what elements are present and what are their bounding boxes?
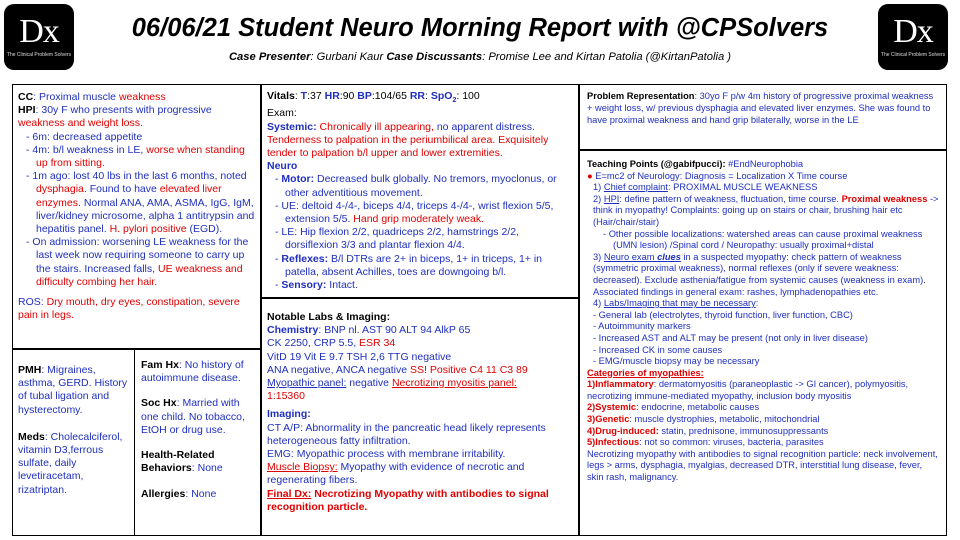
hrb-text: : None [191,462,223,475]
exam-label: Exam: [267,107,297,120]
hpi-text: : 30y F who presents with progressive [35,104,212,117]
final-dx [267,488,573,514]
hpi-item: - 4m: b/l weakness in LE, worse when standing up from sitting. [26,143,245,170]
reflex-label: Reflexes: [281,252,329,265]
ck-text: CK 2250, CRP 5.5, [267,337,360,350]
sensory-text: Intact. [326,278,358,291]
exam-panel [261,84,579,298]
point-2 [587,194,939,229]
temp-value: :37 [307,90,325,102]
category-text: statin, prednisone, immunosuppressants [658,425,829,436]
neuro-item: - LE: Hip flexion 2/2, quadriceps 2/2, hamstrings 2/2, dorsiflexion 3/3 and plantar flexion 4/4. [275,226,519,252]
category-text: : not so common: viruses, bacteria, parasites [639,437,824,448]
problem-label: Problem Representation [587,91,695,101]
hpi-item-text: 4m: b/l weakness in LE, [32,143,147,156]
lab-item: - EMG/muscle biopsy may be necessary [593,356,760,367]
chief-complaint [18,91,255,104]
vitals-label: Vitals [267,90,295,102]
neuro-item: - Motor: Decreased bulk globally. No tremors, myoclonus, or other adventitious movement. [275,173,557,199]
temp-label: T [300,90,308,102]
ck-line [267,337,573,350]
point-red: Proximal weakness [841,193,928,204]
reflex-text: B/l DTRs are 2+ in biceps, 1+ in triceps, 1+ in patella, absent Achilles, toes are downgoing b/l. [285,252,543,278]
point-num: 3) [593,251,604,262]
point-italic: clues [657,251,681,262]
bp-value: :104/65 [371,90,410,102]
point-num: 4) [593,298,604,309]
bp-label: BP [357,90,372,102]
final-note: Necrotizing myopathy with antibodies to signal recognition particle: neck involvement, legs > arms, dysphagia, myalgias, decreased DTR, interstitial lung disease, fever, skin rash, malignancy. [587,448,938,483]
myo-text: negative [346,377,392,390]
ct-line: CT A/P: Abnormality in the pancreatic head likely represents heterogeneous fatty infiltration. [267,421,546,447]
discussant-label: Case Discussants [386,51,483,63]
hpi-item-text: On admission: worsening LE weakness for the last week now requiring someone to carry up the stairs. Increased falls, [32,236,249,275]
systemic-exam [267,121,573,161]
cc-red: weakness [118,91,166,103]
point-text: -> think in myopathy! Complaints: going up on stairs or chair, brushing hair etc (Hair/chair/stair) [593,193,939,227]
chem-text: : BNP nl. AST 90 ALT 94 AlkP 65 [318,324,471,337]
systemic-text: no apparent distress. [436,120,535,133]
hpi-item: - On admission: worsening LE weakness for the last week now requiring someone to carry up the stairs. Increased falls, UE weakness and difficulty combing her hair. [26,236,249,288]
cc-label: CC [18,91,34,103]
meds-label: Meds [18,430,45,443]
neuro-item: - Sensory: Intact. [275,278,358,291]
category-label: 4)Drug-induced: [587,425,659,436]
labs-heading [267,311,573,324]
logo-subtext: The Clinical Problem Solvers [6,52,72,58]
categories-heading: Categories of myopathies: [587,367,704,378]
biopsy-text: Myopathy with evidence of necrotic and regenerating fibers. [267,461,525,487]
point-num: 1) [593,182,604,193]
cc-text: : Proximal muscle [33,91,119,103]
chem-label: Chemistry [267,324,319,337]
sochx-text: : Married with one child. No tobacco, EtOH or drug use. [141,397,245,436]
discussant-names: : Promise Lee and Kirtan Patolia (@KirtanPatolia ) [482,51,732,63]
hpi-item-red: UE weakness and difficulty combing her hair. [36,262,243,288]
category [587,402,939,414]
hrb-label: Health-Related Behaviors [141,449,215,475]
rr-value: : [425,90,431,102]
presenters-line [80,51,880,63]
point-underline: Labs/Imaging that may be necessary [603,298,756,309]
ue-red: Hand grip moderately weak. [353,212,485,225]
ana-text: ANA negative, ANCA negative [267,363,411,376]
hpi-red: weakness and weight loss. [18,117,143,130]
point-4 [587,298,939,310]
logo-text: Dx [19,13,59,50]
neuro-item: - Reflexes: B/l DTRs are 2+ in biceps, 1+ in triceps, 1+ in patella, absent Achilles, toes are downgoing b/l. [275,252,543,278]
myo-label: Myopathic panel: [267,377,347,390]
nec-label: Necrotizing myositis panel: [391,377,517,390]
teaching-title [587,159,939,171]
chemistry [267,324,573,337]
lab-item: - Increased CK in some causes [593,344,723,355]
point-text: : define pattern of weakness, fluctuation, time course. [619,193,842,204]
famhx-text: : No history of autoimmune disease. [141,359,244,385]
point-1 [587,182,939,194]
hpi-label: HPI [18,104,36,117]
hpi-item-red: H. pylori positive [109,223,187,236]
spo2-sub: 2 [452,97,457,105]
point-sub-text: Other possible localizations: watershed areas can cause proximal weakness (UMN lesion) /Spinal cord / Neuropathy: usually proximal+distal [608,228,923,251]
motor-label: Motor: [281,173,315,186]
hpi [18,104,255,130]
category-text: : dermatomyositis (paraneoplastic -> GI cancer), polymyositis, necrotizing immune-mediated myopathy, inclusion body myositis [587,379,909,401]
category [587,426,939,438]
category-text: : endocrine, metabolic causes [636,402,760,413]
social-history [141,397,254,437]
spo2-value: : 100 [456,90,480,102]
ros-label: ROS: [18,296,47,309]
vit-line: VitD 19 Vit E 9.7 TSH 2,6 TTG negative [267,350,452,363]
allergies [141,488,254,501]
hpi-item-text: . Normal ANA, AMA, ASMA, IgG, IgM, liver/kidney microsome, alpha 1 antitrypsin and hepatitis panel. [36,196,255,236]
ros [18,296,255,322]
ue-text: UE: deltoid 4-/4-, biceps 4/4, triceps 4-/4-, wrist flexion 5/5, extension 5/5. [281,199,554,225]
pmh-text: : Migraines, asthma, GERD. History of tubal ligation and hysterectomy. [18,364,128,416]
pmh-column [13,350,135,535]
allergies-label: Allergies [141,488,186,501]
category [587,379,939,402]
hpi-item: - 6m: decreased appetite [26,130,143,143]
lab-item: - Increased AST and ALT may be present (not only in liver disease) [593,332,868,343]
spo2-label: SpO [430,90,453,102]
labs-heading-colon: : [386,311,391,323]
lab-list [587,310,939,368]
sensory-label: Sensory: [281,278,327,291]
motor-text: Decreased bulk globally. No tremors, myoclonus, or other adventitious movement. [285,173,557,199]
lab-item: - Autoimmunity markers [593,321,691,332]
category-label: 1)Inflammatory [587,379,654,390]
systemic-red: Chronically ill appearing, [319,120,437,133]
rr-label: RR [409,90,426,102]
hpi-item-red: elevated liver enzymes [36,183,222,209]
systemic-label: Systemic: [267,120,317,133]
emg-line: EMG: Myopathic process with membrane irritability. [267,448,506,461]
history-details-panel [12,349,261,536]
family-history [141,359,254,385]
presenter-name: : Gurbani Kaur [310,51,387,63]
page-title: 06/06/21 Student Neuro Morning Report with @CPSolvers [131,14,829,42]
pmh [18,364,129,417]
hpi-item-red: worse when standing up from sitting. [36,143,245,170]
labs-heading-text: Notable Labs & Imaging [267,311,387,323]
labs-panel [261,298,579,536]
pmh-label: PMH [18,364,42,376]
category [587,414,939,426]
hr-label: HR [324,90,340,102]
final-dx-text: Necrotizing Myopathy with antibodies to signal recognition particle. [267,487,549,513]
neuro-label: Neuro [267,160,298,173]
category [587,437,939,449]
neuro-item: - UE: deltoid 4-/4-, biceps 4/4, triceps 4-/4-, wrist flexion 5/5, extension 5/5. Hand grip moderately weak. [275,199,554,225]
hpi-item-red: dysphagia [36,183,84,196]
teaching-bullet [587,171,939,183]
hr-value: :90 [339,90,358,102]
point-text: : PROXIMAL MUSCLE WEAKNESS [667,182,818,193]
problem-representation-panel [579,84,947,150]
biopsy-label: Muscle Biopsy: [267,461,338,474]
hpi-item-text: 6m: decreased appetite [32,130,143,143]
sochx-label: Soc Hx [141,397,177,410]
teaching-points-panel [579,150,947,536]
point-underline: Chief complaint [603,182,668,193]
neuro-list [267,173,573,292]
le-text: LE: Hip flexion 2/2, quadriceps 2/2, hamstrings 2/2, dorsiflexion 3/3 and plantar flexion 4/4. [281,226,519,252]
nec-value: 1:15360 [267,390,305,403]
famhx-label: Fam Hx [141,359,179,371]
presenter-label: Case Presenter [228,51,311,63]
ss-text: SS! Positive C4 11 C3 89 [410,363,528,376]
social-column [135,350,260,535]
point-text: in a suspected myopathy: check pattern of weakness (symmetric proximal weakness), normal reflexes (only if severe weakness: decreased). Exclude asthenia/fatigue from systemic causes (weakness in exam). Associated findings in general exam: rashes, lymphadenopathies etc. [593,251,926,297]
category-label: 2)Systemic [587,402,637,413]
hpi-item-text: (EGD). [186,223,223,236]
point-underline: Neuro exam [603,251,658,262]
health-behaviors [141,449,254,475]
allergies-text: : None [185,488,217,501]
esr-text: ESR 34 [359,337,396,350]
point-underline: HPI [603,193,620,204]
hpi-item-text: . Found to have [83,183,160,196]
final-dx-label: Final Dx: [267,487,312,500]
meds-text: : Cholecalciferol, vitamin D3,ferrous sulfate, daily levetiracetam, rizatriptan. [18,430,123,496]
meds [18,431,129,497]
teaching-p0: E=mc2 of Neurology: Diagnosis = Localization X Time course [595,170,848,181]
hpi-list [18,131,255,289]
teaching-tag: #EndNeurophobia [728,159,804,169]
logo-right [878,4,948,70]
imaging-label: Imaging: [267,408,311,421]
systemic-red: Tenderness to palpation in the periumbilical area. Exquisitely tender to palpation b/l upper and lower extremities. [267,133,549,159]
hpi-item: - 1m ago: lost 40 lbs in the last 6 months, noted dysphagia. Found to have elevated liver enzymes. Normal ANA, AMA, ASMA, IgG, IgM, liver/kidney microsome, alpha 1 antitrypsin and hepatitis panel. H. pylori positive (EGD). [26,170,255,236]
vitals: Vitals: T:37 HR:90 BP:104/65 RR: SpO$_2$: 100 [267,90,480,105]
ana-line [267,364,573,377]
category-label: 5)Infectious [587,437,640,448]
category-label: 3)Genetic [587,414,630,425]
myositis-panels [267,377,573,390]
lab-item: - General lab (electrolytes, thyroid function, liver function, CBC) [593,309,853,320]
point-3 [587,252,939,298]
bullet-icon: ● [587,170,596,181]
category-text: : muscle dystrophies, metabolic, mitochondrial [629,414,820,425]
biopsy-line [267,461,573,487]
point-num: 2) [593,193,604,204]
problem-text: : 30yo F p/w 4m history of progressive proximal weakness + weight loss, w/ previous dysphagia and elevated liver enzymes. She was found to have proximal weakness and hand grip bilaterally, worse in the LE [587,91,934,125]
ros-text: Dry mouth, dry eyes, constipation, severe pain in legs. [18,296,240,322]
logo-subtext: The Clinical Problem Solvers [880,52,946,58]
logo-text: Dx [893,13,933,50]
logo-left [4,4,74,70]
hpi-item-text: 1m ago: lost 40 lbs in the last 6 months, noted [32,170,247,183]
point-text: : [755,298,759,309]
point-2-sub: - Other possible localizations: watershed areas can cause proximal weakness (UMN lesion) /Spinal cord / Neuropathy: usually proximal+distal [603,228,923,251]
history-panel [12,84,261,349]
teaching-title-text: Teaching Points (@gabifpucci): [587,159,729,169]
